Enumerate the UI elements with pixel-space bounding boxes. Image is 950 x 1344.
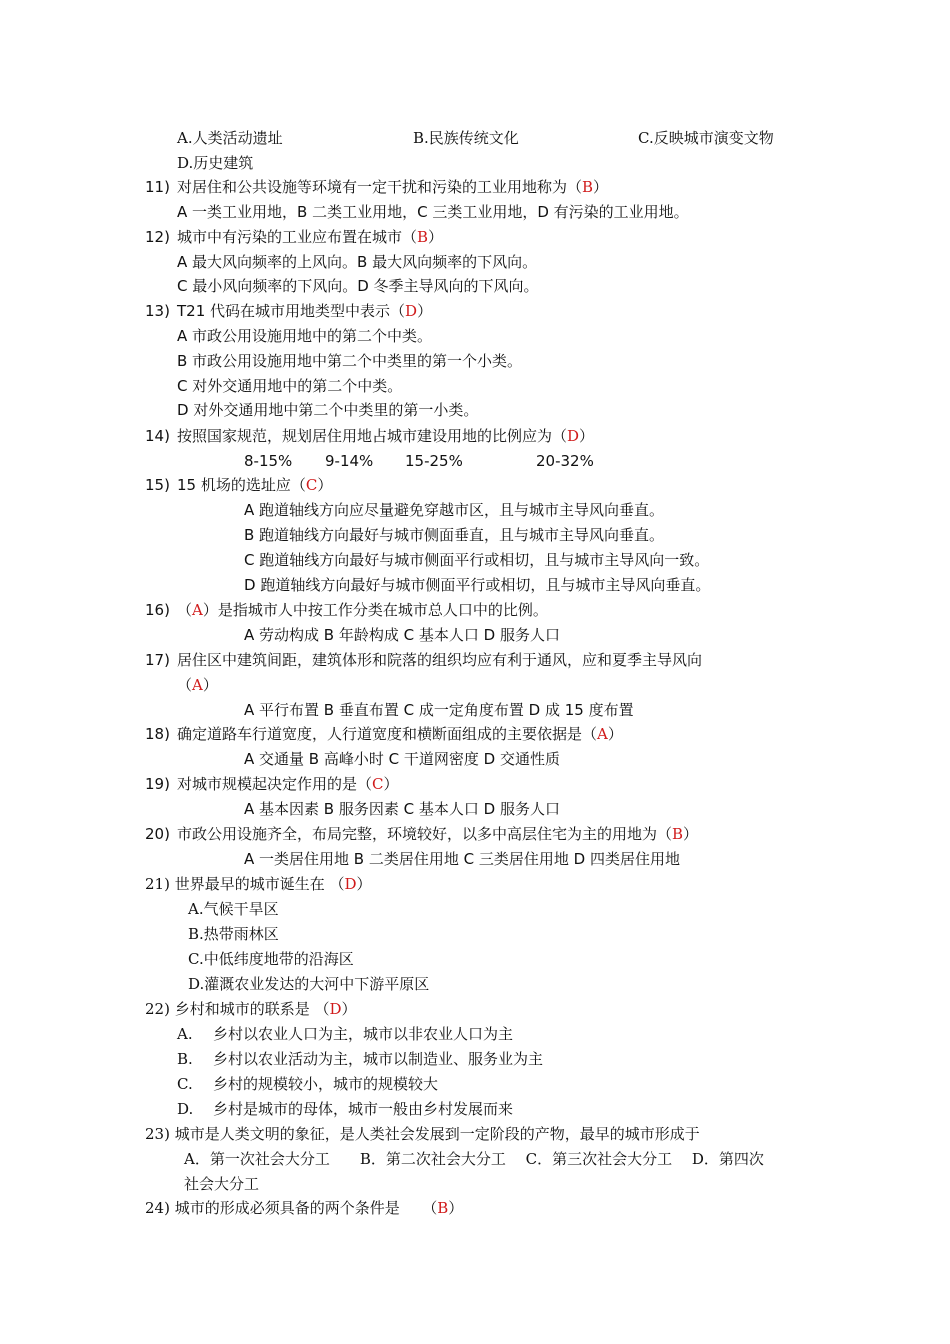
q24-answer: B [437, 1199, 449, 1217]
q21-close: ） [356, 875, 372, 893]
q17-close: ） [202, 676, 218, 694]
q13-answer: D [405, 302, 418, 320]
q10-option-c: C.反映城市演变文物 [638, 129, 774, 147]
q20-question [145, 823, 698, 845]
q15-answer: C [305, 476, 318, 494]
q14-option-3: 15-25% [405, 452, 463, 470]
q17-number: 17) [145, 651, 170, 669]
q18-close: ） [607, 725, 623, 743]
q23-question: 23) 城市是人类文明的象征，是人类社会发展到一定阶段的产物，最早的城市形成于 [145, 1125, 700, 1143]
q16-number: 16) [145, 601, 170, 619]
q22-option-b: 乡村以农业活动为主，城市以制造业、服务业为主 [213, 1050, 544, 1068]
q21-option-c: C.中低纬度地带的沿海区 [188, 950, 354, 968]
q17-text: 居住区中建筑间距，建筑体形和院落的组织均应有利于通风，应和夏季主导风向 [177, 651, 703, 669]
q12-text: 城市中有污染的工业应布置在城市（ [177, 228, 418, 246]
q13-option-a: A 市政公用设施用地中的第二个中类。 [177, 327, 433, 345]
q19-text: 对城市规模起决定作用的是（ [177, 775, 373, 793]
q18-text: 确定道路车行道宽度，人行道宽度和横断面组成的主要依据是（ [177, 725, 598, 743]
q22-option-c-label: C. [177, 1075, 193, 1093]
q12-close: ） [428, 228, 444, 246]
q12-options-line2: C 最小风向频率的下风向。D 冬季主导风向的下风向。 [177, 277, 539, 295]
q17-open: （ [177, 676, 193, 694]
q12-number: 12) [145, 228, 170, 246]
q15-number: 15) [145, 476, 170, 494]
q22-option-a-label: A. [177, 1025, 193, 1043]
q22-option-d-label: D. [177, 1100, 194, 1118]
q13-text: T21 代码在城市用地类型中表示（ [177, 302, 406, 320]
q19-question [145, 773, 399, 795]
q18-number: 18) [145, 725, 170, 743]
q11-answer: B [582, 178, 594, 196]
q13-option-d: D 对外交通用地中第二个中类里的第一小类。 [177, 401, 479, 419]
q11-question [145, 176, 608, 198]
q22-option-c: 乡村的规模较小，城市的规模较大 [213, 1075, 439, 1093]
q21-option-d: D.灌溉农业发达的大河中下游平原区 [188, 975, 430, 993]
q17-options: A 平行布置 B 垂直布置 C 成一定角度布置 D 成 15 度布置 [244, 701, 634, 719]
q23-options-continued: 社会大分工 [184, 1175, 260, 1193]
q20-number: 20) [145, 825, 170, 843]
q18-answer: A [597, 725, 608, 743]
q14-number: 14) [145, 427, 170, 445]
q19-close: ） [383, 775, 399, 793]
q17-answer: A [192, 676, 203, 694]
q22-close: ） [341, 1000, 357, 1018]
q21-answer: D [344, 875, 357, 893]
q19-number: 19) [145, 775, 170, 793]
q20-close: ） [683, 825, 699, 843]
q15-text: 15 机场的选址应（ [177, 476, 306, 494]
q16-answer: A [192, 601, 203, 619]
q13-option-c: C 对外交通用地中的第二个中类。 [177, 377, 403, 395]
q18-options: A 交通量 B 高峰小时 C 干道网密度 D 交通性质 [244, 750, 560, 768]
q11-options: A 一类工业用地，B 二类工业用地，C 三类工业用地，D 有污染的工业用地。 [177, 203, 689, 221]
q14-question [145, 425, 594, 447]
q16-text: ）是指城市人中按工作分类在城市总人口中的比例。 [202, 601, 548, 619]
q21-option-b: B.热带雨林区 [188, 925, 279, 943]
q15-option-a: A 跑道轴线方向应尽量避免穿越市区，且与城市主导风向垂直。 [244, 501, 665, 519]
q15-option-b: B 跑道轴线方向最好与城市侧面垂直，且与城市主导风向垂直。 [244, 526, 665, 544]
q15-option-d: D 跑道轴线方向最好与城市侧面平行或相切，且与城市主导风向垂直。 [244, 576, 711, 594]
q10-option-d: D.历史建筑 [177, 154, 254, 172]
q12-options-line1: A 最大风向频率的上风向。B 最大风向频率的下风向。 [177, 253, 538, 271]
q16-question [145, 599, 548, 621]
q20-options: A 一类居住用地 B 二类居住用地 C 三类居住用地 D 四类居住用地 [244, 850, 680, 868]
q17-question [145, 649, 702, 671]
q15-close: ） [317, 476, 333, 494]
q14-option-4: 20-32% [536, 452, 594, 470]
q16-options: A 劳动构成 B 年龄构成 C 基本人口 D 服务人口 [244, 626, 560, 644]
q11-number: 11) [145, 178, 170, 196]
q22-text: 22) 乡村和城市的联系是 （ [145, 1000, 330, 1018]
q22-option-b-label: B. [177, 1050, 193, 1068]
q10-option-a: A.人类活动遗址 [177, 129, 283, 147]
q13-number: 13) [145, 302, 170, 320]
q14-option-1: 8-15% [244, 452, 293, 470]
q21-question [145, 873, 372, 895]
q13-question [145, 300, 432, 322]
q19-options: A 基本因素 B 服务因素 C 基本人口 D 服务人口 [244, 800, 560, 818]
q12-answer: B [417, 228, 429, 246]
q24-text: 24) 城市的形成必须具备的两个条件是 （ [145, 1199, 438, 1217]
q20-text: 市政公用设施齐全，布局完整，环境较好，以多中高层住宅为主的用地为（ [177, 825, 673, 843]
q10-option-b: B.民族传统文化 [413, 129, 519, 147]
q19-answer: C [372, 775, 384, 793]
q13-option-b: B 市政公用设施用地中第二个中类里的第一个小类。 [177, 352, 523, 370]
q15-question [145, 474, 332, 496]
q14-text: 按照国家规范，规划居住用地占城市建设用地的比例应为（ [177, 427, 568, 445]
q17-answer-line [177, 674, 218, 696]
q12-question [145, 226, 443, 248]
q14-option-2: 9-14% [325, 452, 374, 470]
q23-options: A．第一次社会大分工 B．第二次社会大分工 C．第三次社会大分工 D．第四次 [184, 1150, 764, 1168]
q11-close: ） [593, 178, 609, 196]
q20-answer: B [672, 825, 684, 843]
q13-close: ） [417, 302, 433, 320]
q22-option-d: 乡村是城市的母体，城市一般由乡村发展而来 [213, 1100, 514, 1118]
q21-option-a: A.气候干旱区 [188, 900, 279, 918]
q16-open: （ [177, 601, 193, 619]
q21-text: 21) 世界最早的城市诞生在 （ [145, 875, 345, 893]
q14-close: ） [579, 427, 595, 445]
q24-question [145, 1197, 463, 1219]
q24-close: ） [448, 1199, 464, 1217]
q14-answer: D [567, 427, 580, 445]
q15-option-c: C 跑道轴线方向最好与城市侧面平行或相切，且与城市主导风向一致。 [244, 551, 710, 569]
q22-answer: D [329, 1000, 342, 1018]
q22-option-a: 乡村以农业人口为主，城市以非农业人口为主 [213, 1025, 514, 1043]
q22-question [145, 998, 357, 1020]
q18-question [145, 723, 623, 745]
q11-text: 对居住和公共设施等环境有一定干扰和污染的工业用地称为（ [177, 178, 583, 196]
